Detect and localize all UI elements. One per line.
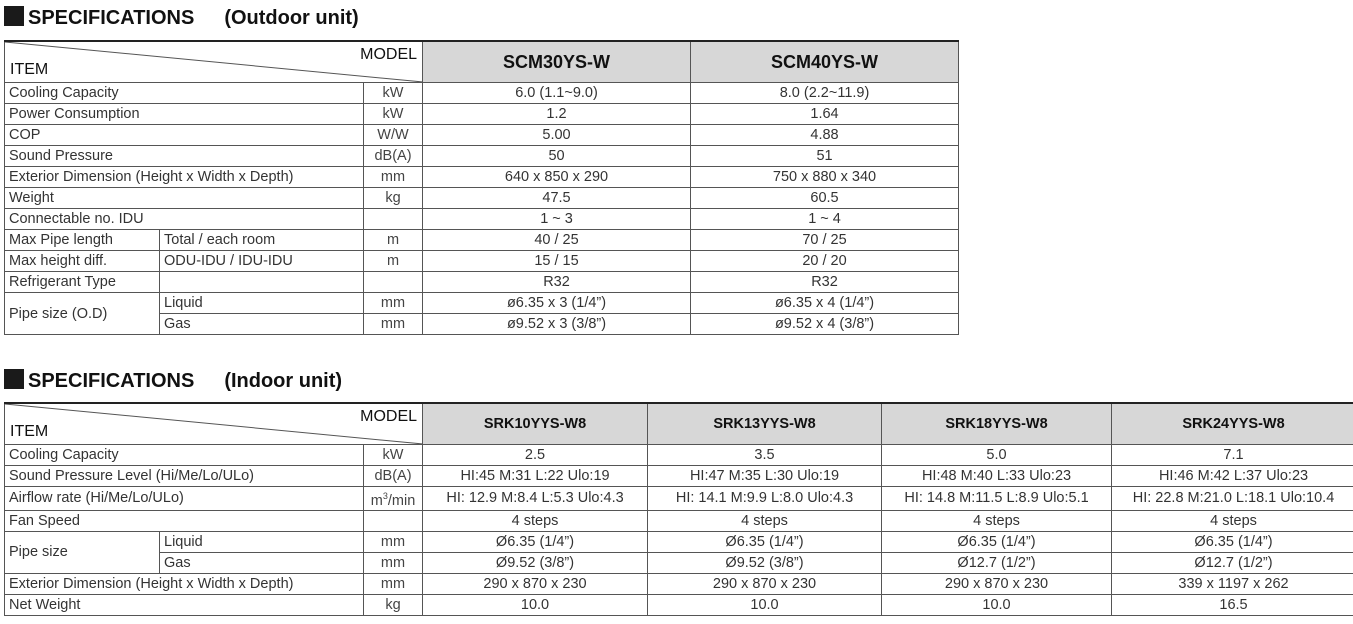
table-cell: 40 / 25 bbox=[423, 230, 691, 251]
row-unit: kW bbox=[364, 445, 423, 466]
table-row bbox=[5, 251, 959, 272]
row-label: Sound Pressure Level (Hi/Me/Lo/ULo) bbox=[5, 466, 364, 487]
table-cell: HI:47 M:35 L:30 Ulo:19 bbox=[648, 466, 882, 487]
table-row bbox=[5, 104, 959, 125]
table-row bbox=[5, 188, 959, 209]
row-unit: kg bbox=[364, 188, 423, 209]
table-cell: 339 x 1197 x 262 bbox=[1112, 573, 1353, 594]
row-sublabel: ODU-IDU / IDU-IDU bbox=[160, 251, 364, 272]
item-label: ITEM bbox=[10, 423, 49, 440]
model-header: SRK18YYS-W8 bbox=[882, 403, 1112, 445]
row-unit: mm bbox=[364, 293, 423, 314]
table-cell: Ø6.35 (1/4”) bbox=[882, 531, 1112, 552]
table-cell: Ø6.35 (1/4”) bbox=[423, 531, 648, 552]
row-unit: mm bbox=[364, 167, 423, 188]
table-cell: ø6.35 x 4 (1/4”) bbox=[691, 293, 959, 314]
table-row bbox=[5, 552, 1353, 573]
row-sublabel: Total / each room bbox=[160, 230, 364, 251]
table-cell: HI: 12.9 M:8.4 L:5.3 Ulo:4.3 bbox=[423, 487, 648, 511]
row-label: Sound Pressure bbox=[5, 146, 364, 167]
row-label: Airflow rate (Hi/Me/Lo/ULo) bbox=[5, 487, 364, 511]
row-unit: kg bbox=[364, 594, 423, 615]
outdoor-section-title bbox=[4, 6, 359, 30]
table-cell: 1.64 bbox=[691, 104, 959, 125]
row-unit: mm bbox=[364, 314, 423, 335]
table-cell: ø9.52 x 3 (3/8”) bbox=[423, 314, 691, 335]
table-cell: 290 x 870 x 230 bbox=[882, 573, 1112, 594]
table-row bbox=[5, 594, 1353, 615]
row-unit: mm bbox=[364, 552, 423, 573]
table-cell: 10.0 bbox=[423, 594, 648, 615]
table-cell: 4 steps bbox=[423, 510, 648, 531]
row-label: Power Consumption bbox=[5, 104, 364, 125]
table-cell: HI: 14.1 M:9.9 L:8.0 Ulo:4.3 bbox=[648, 487, 882, 511]
table-row bbox=[5, 83, 959, 104]
table-cell: 16.5 bbox=[1112, 594, 1353, 615]
item-label: ITEM bbox=[10, 61, 49, 78]
table-cell: HI:48 M:40 L:33 Ulo:23 bbox=[882, 466, 1112, 487]
row-unit bbox=[364, 510, 423, 531]
table-cell: 5.0 bbox=[882, 445, 1112, 466]
table-cell: 51 bbox=[691, 146, 959, 167]
model-label: MODEL bbox=[360, 408, 418, 425]
table-cell: HI:45 M:31 L:22 Ulo:19 bbox=[423, 466, 648, 487]
black-square-icon bbox=[4, 6, 24, 26]
row-unit: mm bbox=[364, 531, 423, 552]
indoor-spec-table bbox=[4, 402, 1353, 616]
table-row bbox=[5, 167, 959, 188]
row-label: Exterior Dimension (Height x Width x Depth) bbox=[5, 167, 364, 188]
row-unit: kW bbox=[364, 104, 423, 125]
table-cell: ø6.35 x 3 (1/4”) bbox=[423, 293, 691, 314]
table-cell: 4 steps bbox=[1112, 510, 1353, 531]
row-label: Refrigerant Type bbox=[5, 272, 160, 293]
indoor-section-title bbox=[4, 369, 342, 393]
black-square-icon bbox=[4, 369, 24, 389]
table-cell: Ø6.35 (1/4”) bbox=[648, 531, 882, 552]
table-row bbox=[5, 272, 959, 293]
row-label: Connectable no. IDU bbox=[5, 209, 364, 230]
outdoor-spec-table bbox=[4, 40, 959, 335]
outdoor-title: SPECIFICATIONS bbox=[28, 7, 195, 29]
row-label: Exterior Dimension (Height x Width x Depth) bbox=[5, 573, 364, 594]
row-unit: W/W bbox=[364, 125, 423, 146]
row-label: Pipe size bbox=[5, 531, 160, 573]
row-sublabel: Gas bbox=[160, 314, 364, 335]
table-cell: R32 bbox=[423, 272, 691, 293]
row-label: Pipe size (O.D) bbox=[5, 293, 160, 335]
outdoor-subtitle: (Outdoor unit) bbox=[224, 7, 359, 29]
table-header-row bbox=[5, 403, 1353, 445]
row-unit: dB(A) bbox=[364, 146, 423, 167]
table-cell: 640 x 850 x 290 bbox=[423, 167, 691, 188]
table-cell: 10.0 bbox=[882, 594, 1112, 615]
table-cell: 8.0 (2.2~11.9) bbox=[691, 83, 959, 104]
table-cell: 4 steps bbox=[882, 510, 1112, 531]
table-row bbox=[5, 293, 959, 314]
table-cell: 2.5 bbox=[423, 445, 648, 466]
table-cell: HI: 22.8 M:21.0 L:18.1 Ulo:10.4 bbox=[1112, 487, 1353, 511]
row-unit: dB(A) bbox=[364, 466, 423, 487]
table-cell: 47.5 bbox=[423, 188, 691, 209]
model-header: SRK13YYS-W8 bbox=[648, 403, 882, 445]
table-cell: 10.0 bbox=[648, 594, 882, 615]
model-header: SCM40YS-W bbox=[691, 41, 959, 83]
table-cell: HI:46 M:42 L:37 Ulo:23 bbox=[1112, 466, 1353, 487]
table-row bbox=[5, 209, 959, 230]
table-row bbox=[5, 573, 1353, 594]
model-header: SCM30YS-W bbox=[423, 41, 691, 83]
model-label: MODEL bbox=[360, 46, 418, 63]
table-cell: ø9.52 x 4 (3/8”) bbox=[691, 314, 959, 335]
model-header: SRK24YYS-W8 bbox=[1112, 403, 1353, 445]
table-cell: HI: 14.8 M:11.5 L:8.9 Ulo:5.1 bbox=[882, 487, 1112, 511]
row-unit: m bbox=[364, 230, 423, 251]
table-cell: 50 bbox=[423, 146, 691, 167]
model-header: SRK10YYS-W8 bbox=[423, 403, 648, 445]
model-item-corner bbox=[5, 41, 423, 83]
table-row bbox=[5, 531, 1353, 552]
table-cell: 5.00 bbox=[423, 125, 691, 146]
row-label: COP bbox=[5, 125, 364, 146]
row-label: Fan Speed bbox=[5, 510, 364, 531]
table-cell: 4 steps bbox=[648, 510, 882, 531]
table-cell: 7.1 bbox=[1112, 445, 1353, 466]
row-unit: $m^3/\min$ bbox=[364, 487, 423, 511]
row-sublabel: Liquid bbox=[160, 293, 364, 314]
model-item-corner bbox=[5, 403, 423, 445]
table-row bbox=[5, 125, 959, 146]
table-cell: Ø9.52 (3/8”) bbox=[648, 552, 882, 573]
table-row bbox=[5, 230, 959, 251]
table-cell: 1 ~ 3 bbox=[423, 209, 691, 230]
table-cell: Ø12.7 (1/2”) bbox=[882, 552, 1112, 573]
table-cell: 750 x 880 x 340 bbox=[691, 167, 959, 188]
table-cell: 3.5 bbox=[648, 445, 882, 466]
indoor-title: SPECIFICATIONS bbox=[28, 370, 195, 392]
table-cell: 290 x 870 x 230 bbox=[648, 573, 882, 594]
row-label: Cooling Capacity bbox=[5, 445, 364, 466]
row-label: Weight bbox=[5, 188, 364, 209]
table-row bbox=[5, 487, 1353, 511]
table-row bbox=[5, 146, 959, 167]
table-cell: Ø9.52 (3/8”) bbox=[423, 552, 648, 573]
table-cell: Ø6.35 (1/4”) bbox=[1112, 531, 1353, 552]
table-cell: 70 / 25 bbox=[691, 230, 959, 251]
table-cell: 1 ~ 4 bbox=[691, 209, 959, 230]
row-unit: mm bbox=[364, 573, 423, 594]
empty-cell bbox=[160, 272, 364, 293]
table-cell: 4.88 bbox=[691, 125, 959, 146]
row-label: Max height diff. bbox=[5, 251, 160, 272]
table-cell: 6.0 (1.1~9.0) bbox=[423, 83, 691, 104]
table-row bbox=[5, 510, 1353, 531]
table-cell: Ø12.7 (1/2”) bbox=[1112, 552, 1353, 573]
table-header-row bbox=[5, 41, 959, 83]
row-label: Cooling Capacity bbox=[5, 83, 364, 104]
row-label: Max Pipe length bbox=[5, 230, 160, 251]
table-cell: 1.2 bbox=[423, 104, 691, 125]
row-label: Net Weight bbox=[5, 594, 364, 615]
row-unit: kW bbox=[364, 83, 423, 104]
row-unit: m bbox=[364, 251, 423, 272]
row-unit bbox=[364, 209, 423, 230]
row-sublabel: Liquid bbox=[160, 531, 364, 552]
row-unit bbox=[364, 272, 423, 293]
table-cell: 60.5 bbox=[691, 188, 959, 209]
row-sublabel: Gas bbox=[160, 552, 364, 573]
table-cell: 290 x 870 x 230 bbox=[423, 573, 648, 594]
table-row bbox=[5, 466, 1353, 487]
indoor-subtitle: (Indoor unit) bbox=[224, 370, 343, 392]
table-row bbox=[5, 445, 1353, 466]
table-cell: 20 / 20 bbox=[691, 251, 959, 272]
table-cell: 15 / 15 bbox=[423, 251, 691, 272]
table-cell: R32 bbox=[691, 272, 959, 293]
